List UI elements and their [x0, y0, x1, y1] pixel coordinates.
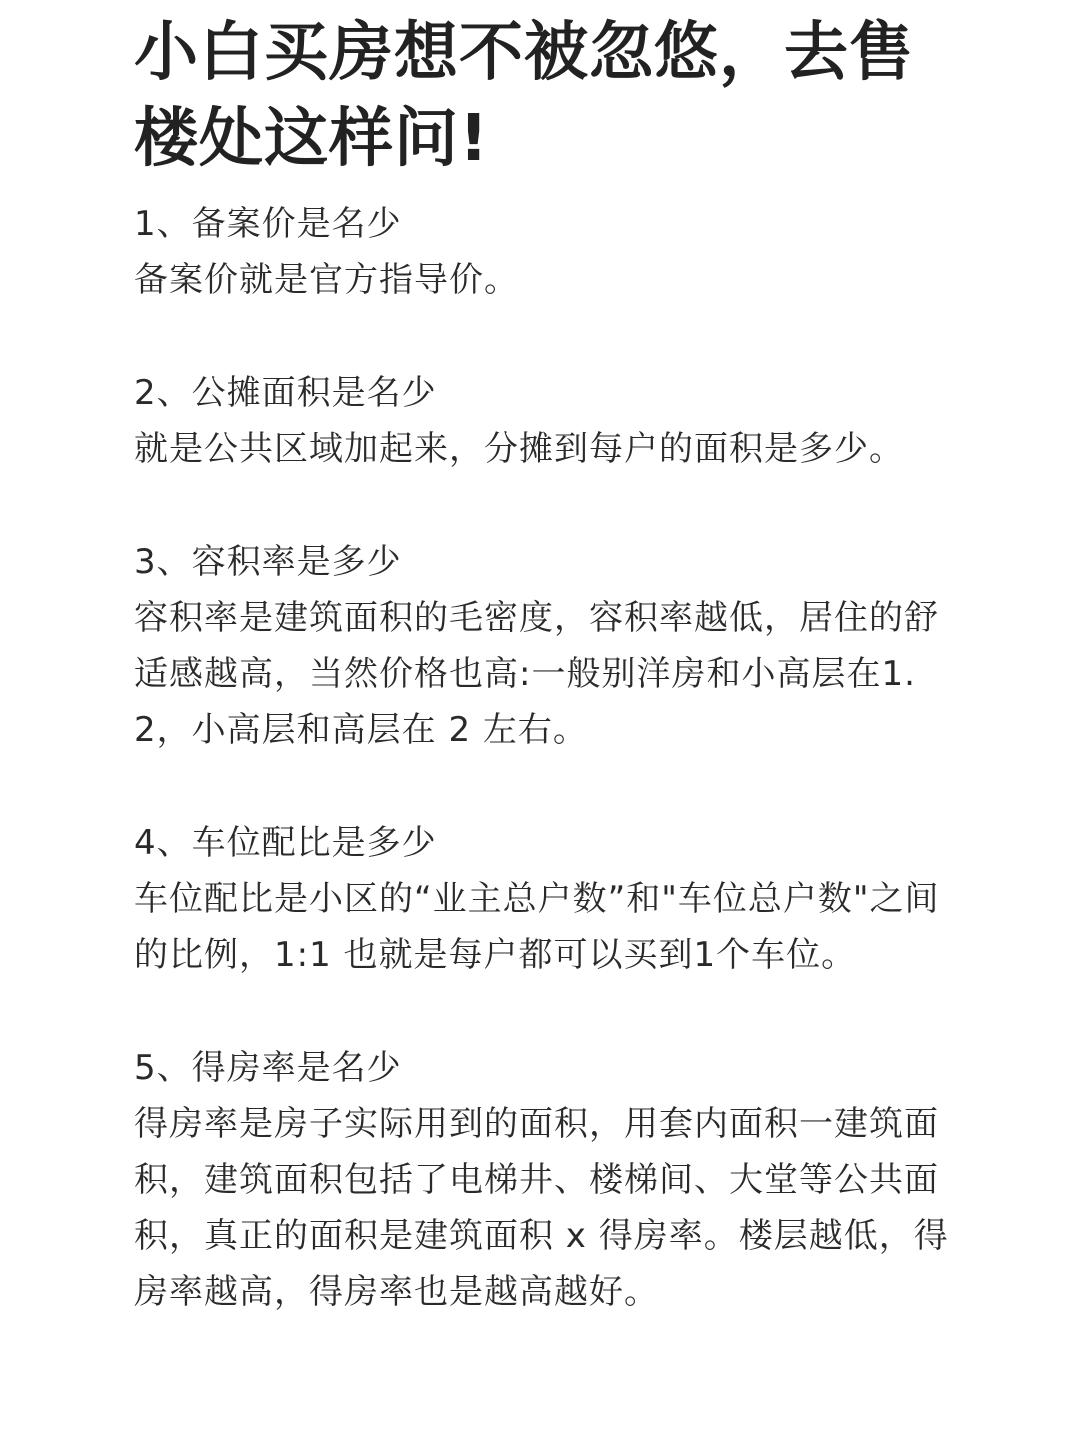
page-title: 小白买房想不被忽悠，去售楼处这样问!: [134, 16, 914, 176]
question-section-5: [134, 1040, 954, 1320]
question-section-2: [134, 365, 954, 477]
question-section-4: [134, 815, 954, 983]
question-list: [134, 196, 954, 1320]
article: [134, 0, 954, 1377]
question-heading: 2、公摊面积是名少: [134, 373, 437, 413]
question-heading: 3、容积率是多少: [134, 542, 402, 582]
question-heading: 5、得房率是名少: [134, 1048, 402, 1088]
question-section-3: [134, 534, 954, 758]
question-answer: 备案价就是官方指导价。: [134, 260, 519, 300]
question-answer: 车位配比是小区的“业主总户数”和"车位总户数"之间的比例，1:1 也就是每户都可以买到1个车位。: [134, 879, 940, 975]
question-answer: 就是公共区域加起来，分摊到每户的面积是多少。: [134, 429, 904, 469]
question-heading: 1、备案价是名少: [134, 204, 402, 244]
question-answer: 得房率是房子实际用到的面积，用套内面积一建筑面积，建筑面积包括了电梯井、楼梯间、大堂等公共面积，真正的面积是建筑面积 x 得房率。楼层越低，得房率越高，得房率也是越高越好。: [134, 1104, 949, 1312]
question-heading: 4、车位配比是多少: [134, 823, 437, 863]
question-answer: 容积率是建筑面积的毛密度，容积率越低，居住的舒适感越高，当然价格也高:一般别洋房和小高层在1.2，小高层和高层在 2 左右。: [134, 598, 939, 750]
question-section-1: [134, 196, 954, 308]
